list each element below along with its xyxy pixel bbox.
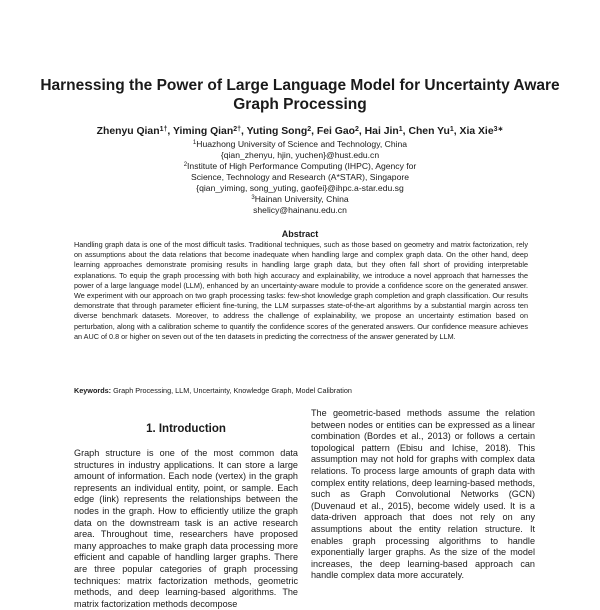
author: Chen Yu$^1$ — [408, 126, 454, 137]
keywords — [74, 386, 528, 396]
abstract-text: Handling graph data is one of the most difficult tasks. Traditional techniques, such as those based on geometry and matrix factorization, rely on assumptions about the data relations that become inadequate when handling large and complex graph data. On the other hand, deep learning approaches demonstrate promising results in handling large graph data, but they often fall short of providing interpretable explanations. To equip the graph processing with both high accuracy and explainability, we introduce a novel approach that harnesses the power of a large language model (LLM), enhanced by an uncertainty-aware module to provide a confidence score on the generated answer. We experiment with our approach on two graph processing tasks: few-shot knowledge graph completion and graph classification. Our results demonstrate that through parameter efficient fine-tuning, the LLM surpasses state-of-the-art algorithms by a substantial margin across ten diverse benchmark datasets. Moreover, to address the challenge of explainability, we propose an uncertainty estimation based on perturbation, along with a calibration scheme to quantify the confidence scores of the generated answers. Our confidence measure achieves an AUC of 0.8 or higher on seven out of the ten datasets in predicting the correctness of the answer generated by LLM. — [74, 240, 528, 341]
right-column — [311, 408, 535, 582]
author: Yuting Song$^2$ — [246, 126, 312, 137]
author: Hai Jin$^1$ — [364, 126, 403, 137]
abstract-heading: Abstract — [281, 229, 319, 239]
affiliations — [40, 139, 560, 216]
affiliation-line: {qian_yiming, song_yuting, gaofei}@ihpc.a-star.edu.sg — [196, 183, 404, 193]
affiliation-line: $^2$Institute of High Performance Computing (IHPC), Agency for — [183, 161, 417, 171]
keywords-label: Keywords: — [74, 386, 112, 395]
author: Zhenyu Qian$^{1\dagger}$ — [96, 126, 168, 137]
affiliation-line: Science, Technology and Research (A*STAR), Singapore — [191, 172, 409, 182]
author: Fei Gao$^2$ — [316, 126, 359, 137]
affiliation-line: shelicy@hainanu.edu.cn — [253, 205, 347, 215]
author: Xia Xie$^{3∗}$ — [459, 126, 504, 137]
affiliation-line: $^3$Hainan University, China — [251, 194, 349, 204]
author: Yiming Qian$^{2\dagger}$ — [172, 126, 241, 137]
left-column-text: Graph structure is one of the most common data structures in industry applications. It can store a large amount of information. Each node (vertex) in the graph represents an individual entity, point, or sample. Each edge (link) represents the relationships between the nodes in the graph. How to efficiently utilize the graph data on the downstream task is an active research area. Throughout time, researchers have proposed many approaches to make graph data processing more efficient and capable of handling larger graphs. There are three popular categories of graph processing techniques: matrix factorization methods, geometric methods, and deep learning-based algorithms. The matrix factorization methods decompose — [74, 448, 298, 609]
keywords-text: Graph Processing, LLM, Uncertainty, Knowledge Graph, Model Calibration — [113, 386, 352, 395]
right-column-text: The geometric-based methods assume the relation between nodes or entities can be expressed as a linear combination (Bordes et al., 2013) or follows a certain topological pattern (Ebisu and Ichise, 2018). This assumption may not hold for graphs with complex data relations. To process large amounts of graph data with complex entity relations, deep learning-based methods, such as Graph Convolutional Networks (GCN) (Duvenaud et al., 2015), become widely used. It is a data-driven approach that does not rely on any assumptions about the entity relation structure. It enables graph processing algorithms to handle exponentially larger graphs. As the size of the model increases, the deep learning-based approach can handle complex data more accurately. — [311, 408, 535, 581]
affiliation-line: $^1$Huazhong University of Science and Technology, China — [192, 139, 408, 149]
left-column — [74, 422, 298, 610]
paper-title: Harnessing the Power of Large Language Model for Uncertainty Aware Graph Processing — [40, 77, 560, 113]
section-heading: 1. Introduction — [146, 423, 226, 435]
author-list: Zhenyu Qian$^{1\dagger}$, Yiming Qian$^{2\dagger}$, Yuting Song$^2$, Fei Gao$^2$, Hai Jin$^1$, Chen Yu$^1$, Xia Xie$^{3∗}$ — [96, 126, 504, 137]
affiliation-line: {qian_zhenyu, hjin, yuchen}@hust.edu.cn — [220, 150, 380, 160]
